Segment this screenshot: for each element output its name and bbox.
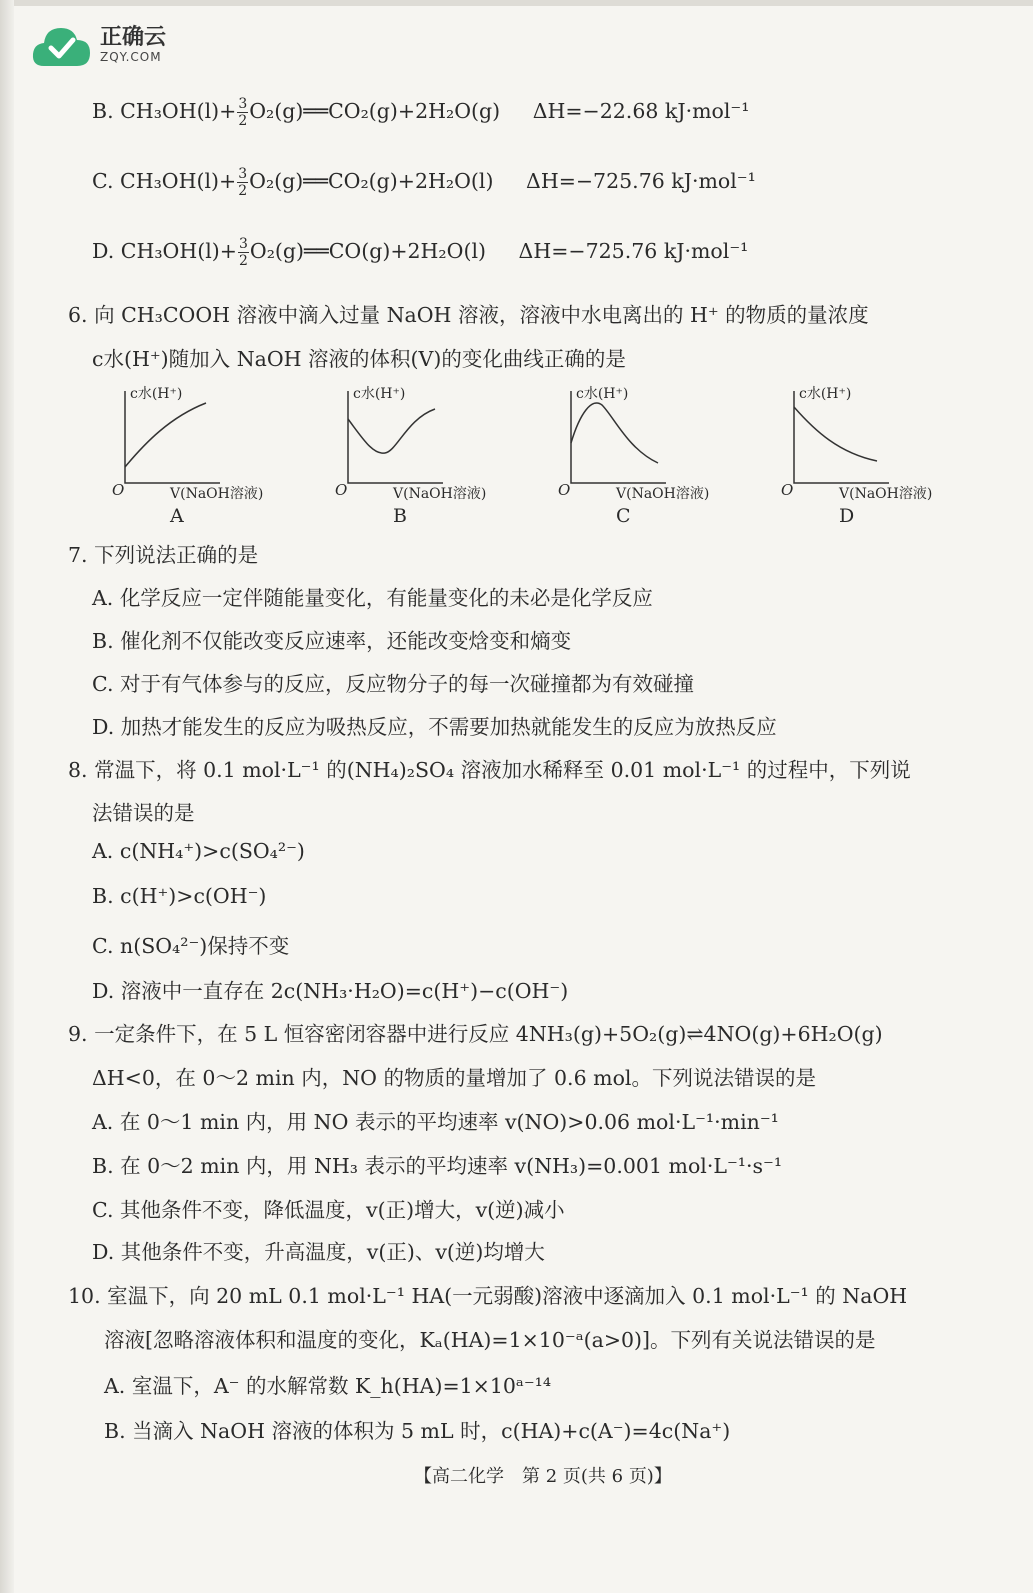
q9-option-b: B. 在 0～2 min 内，用 NH₃ 表示的平均速率 v(NH₃)=0.001 mol·L⁻¹·s⁻¹ <box>92 1154 783 1178</box>
q10-stem-line2: 溶液[忽略溶液体积和温度的变化，Kₐ(HA)=1×10⁻ᵃ(a>0)]。下列有关说法错误的是 <box>104 1328 876 1352</box>
equation-rhs: O₂(g)══CO₂(g)+2H₂O(g) <box>249 99 501 123</box>
graph-d-curve <box>779 383 979 533</box>
enthalpy-change: ΔH=−725.76 kJ·mol⁻¹ <box>518 239 749 263</box>
graph-a-curve <box>110 383 310 533</box>
equation-lhs: CH₃OH(l)+ <box>120 99 237 123</box>
fraction: $\frac{3}{2}$ <box>238 96 248 129</box>
q6-graph-d <box>779 383 979 533</box>
q9-stem-line1: 9. 一定条件下，在 5 L 恒容密闭容器中进行反应 4NH₃(g)+5O₂(g)⇌4NO(g)+6H₂O(g) <box>68 1022 883 1046</box>
graph-letter: C <box>616 505 631 527</box>
q10-stem-line1: 10. 室温下，向 20 mL 0.1 mol·L⁻¹ HA(一元弱酸)溶液中逐滴加入 0.1 mol·L⁻¹ 的 NaOH <box>68 1284 908 1308</box>
graph-y-label: c水(H⁺) <box>130 386 183 402</box>
graph-origin: O <box>112 481 125 499</box>
q6-graph-b <box>333 383 533 533</box>
q9-option-c: C. 其他条件不变，降低温度，v(正)增大，v(逆)减小 <box>92 1198 565 1222</box>
q8-stem-line2: 法错误的是 <box>92 801 195 825</box>
graph-x-label: V(NaOH溶液) <box>393 486 487 502</box>
logo-text <box>100 26 166 64</box>
equation-lhs: CH₃OH(l)+ <box>120 239 237 263</box>
enthalpy-change: ΔH=−22.68 kJ·mol⁻¹ <box>532 99 750 123</box>
q9-option-d: D. 其他条件不变，升高温度，v(正)、v(逆)均增大 <box>92 1240 545 1264</box>
graph-b-curve <box>333 383 533 533</box>
graph-letter: D <box>839 505 855 527</box>
graph-letter: A <box>170 505 184 527</box>
option-label: C. <box>92 169 114 193</box>
graph-y-label: c水(H⁺) <box>799 386 852 402</box>
graph-origin: O <box>781 481 794 499</box>
graph-letter: B <box>393 505 407 527</box>
graph-x-label: V(NaOH溶液) <box>170 486 264 502</box>
fraction: $\frac{3}{2}$ <box>238 236 248 269</box>
fraction: $\frac{3}{2}$ <box>238 166 248 199</box>
q9-stem-line2: ΔH<0，在 0～2 min 内，NO 的物质的量增加了 0.6 mol。下列说法错误的是 <box>92 1066 816 1090</box>
page-top-edge <box>0 0 1033 6</box>
option-label: B. <box>92 99 114 123</box>
q6-graph-a <box>110 383 310 533</box>
graph-origin: O <box>335 481 348 499</box>
q10-option-a: A. 室温下，A⁻ 的水解常数 K_h(HA)=1×10ᵃ⁻¹⁴ <box>104 1374 552 1398</box>
enthalpy-change: ΔH=−725.76 kJ·mol⁻¹ <box>526 169 756 193</box>
logo-name-cn: 正确云 <box>100 25 167 50</box>
q5-option-b <box>92 96 749 129</box>
equation-rhs: O₂(g)══CO₂(g)+2H₂O(l) <box>249 169 494 193</box>
q5-option-d <box>92 236 748 269</box>
graph-x-label: V(NaOH溶液) <box>839 486 933 502</box>
option-label: D. <box>92 239 115 263</box>
q8-option-a: A. c(NH₄⁺)>c(SO₄²⁻) <box>92 839 305 863</box>
page-footer: 【高二化学 第 2 页(共 6 页)】 <box>414 1466 672 1487</box>
q8-option-d: D. 溶液中一直存在 2c(NH₃·H₂O)=c(H⁺)−c(OH⁻) <box>92 979 569 1003</box>
equation-lhs: CH₃OH(l)+ <box>120 169 237 193</box>
q7-option-c: C. 对于有气体参与的反应，反应物分子的每一次碰撞都为有效碰撞 <box>92 672 694 696</box>
q9-option-a: A. 在 0～1 min 内，用 NO 表示的平均速率 v(NO)>0.06 mol·L⁻¹·min⁻¹ <box>92 1110 779 1134</box>
q8-option-b: B. c(H⁺)>c(OH⁻) <box>92 884 267 908</box>
q8-option-c: C. n(SO₄²⁻)保持不变 <box>92 934 290 958</box>
graph-y-label: c水(H⁺) <box>576 386 629 402</box>
zqy-logo <box>30 22 166 68</box>
graph-x-label: V(NaOH溶液) <box>616 486 710 502</box>
q6-graph-c <box>556 383 756 533</box>
logo-name-en: ZQY.COM <box>100 50 162 64</box>
q6-stem-line2: c水(H⁺)随加入 NaOH 溶液的体积(V)的变化曲线正确的是 <box>92 347 626 371</box>
checkmark-cloud-icon <box>30 22 92 68</box>
q7-option-d: D. 加热才能发生的反应为吸热反应，不需要加热就能发生的反应为放热反应 <box>92 715 777 739</box>
page-left-edge <box>0 0 14 1593</box>
q8-stem-line1: 8. 常温下，将 0.1 mol·L⁻¹ 的(NH₄)₂SO₄ 溶液加水稀释至 0.01 mol·L⁻¹ 的过程中，下列说 <box>68 758 911 782</box>
q5-option-c <box>92 166 756 199</box>
graph-c-curve <box>556 383 756 533</box>
q10-option-b: B. 当滴入 NaOH 溶液的体积为 5 mL 时，c(HA)+c(A⁻)=4c(Na⁺) <box>104 1419 731 1443</box>
q7-option-b: B. 催化剂不仅能改变反应速率，还能改变焓变和熵变 <box>92 629 572 653</box>
graph-y-label: c水(H⁺) <box>353 386 406 402</box>
equation-rhs: O₂(g)══CO(g)+2H₂O(l) <box>249 239 487 263</box>
graph-origin: O <box>558 481 571 499</box>
q6-stem-line1: 6. 向 CH₃COOH 溶液中滴入过量 NaOH 溶液，溶液中水电离出的 H⁺ 的物质的量浓度 <box>68 303 869 327</box>
q7-option-a: A. 化学反应一定伴随能量变化，有能量变化的未必是化学反应 <box>92 586 653 610</box>
q7-stem: 7. 下列说法正确的是 <box>68 543 259 567</box>
